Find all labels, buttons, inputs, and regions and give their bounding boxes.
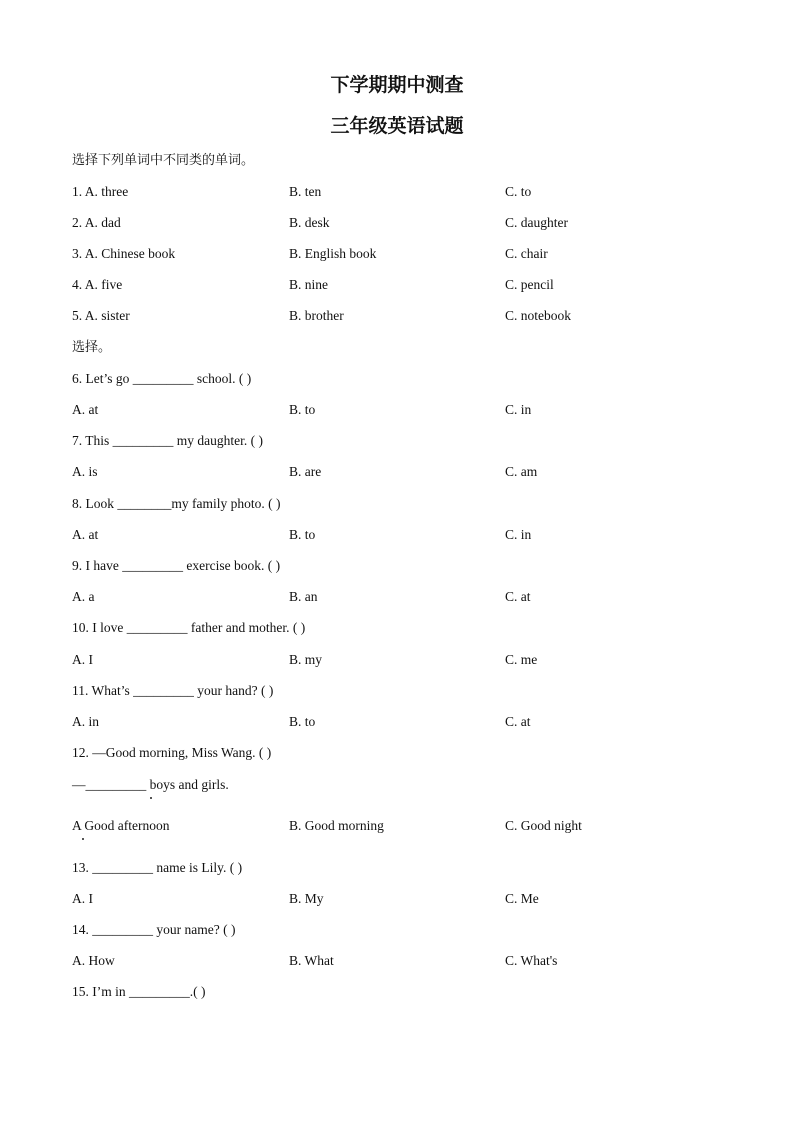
option-b: B. brother [289,308,344,323]
question-8-options [72,525,752,545]
option-b: B. desk [289,215,330,230]
question-13-stem: 13. _________ name is Lily. ( ) [72,860,243,875]
option-a: A Good afternoon [72,818,170,833]
option-c: C. chair [505,246,548,261]
option-c: C. am [505,464,538,479]
option-c: C. at [505,589,531,604]
option-c: C. Me [505,891,539,906]
question-5 [72,306,752,326]
question-15-stem: 15. I’m in _________.( ) [72,984,206,999]
option-c: C. me [505,652,538,667]
question-12-options [72,816,752,836]
option-a: 5. A. sister [72,308,130,323]
question-3 [72,244,752,264]
option-c: C. notebook [505,308,571,323]
section1-instruction: 选择下列单词中不同类的单词。 [72,153,255,168]
option-b: B. My [289,891,324,906]
option-a: 3. A. Chinese book [72,246,176,261]
option-c: C. daughter [505,215,568,230]
option-b: B. ten [289,184,322,199]
question-8-stem: 8. Look ________my family photo. ( ) [72,496,281,511]
option-a: A. at [72,527,99,542]
option-c: C. pencil [505,277,554,292]
question-12-stem: 12. —Good morning, Miss Wang. ( ) [72,745,272,760]
question-7-stem: 7. This _________ my daughter. ( ) [72,433,263,448]
option-c: C. What's [505,953,558,968]
question-12-reply: —_________ boys and girls. [72,777,229,792]
question-2 [72,213,752,233]
option-b: B. are [289,464,322,479]
option-c: C. to [505,184,532,199]
question-14-options [72,951,752,971]
option-b: B. English book [289,246,377,261]
question-9-options [72,587,752,607]
option-a: 2. A. dad [72,215,121,230]
question-6-options [72,400,752,420]
option-a: A. in [72,714,99,729]
option-b: B. to [289,402,316,417]
option-b: B. nine [289,277,328,292]
option-b: B. an [289,589,318,604]
option-c: C. in [505,527,532,542]
question-4 [72,275,752,295]
option-c: C. at [505,714,531,729]
question-11-options [72,712,752,732]
option-a: A. How [72,953,115,968]
option-a: A. I [72,891,93,906]
option-b: B. to [289,714,316,729]
option-b: B. my [289,652,323,667]
option-a: 1. A. three [72,184,129,199]
question-11-stem: 11. What’s _________ your hand? ( ) [72,683,274,698]
question-6-stem: 6. Let’s go _________ school. ( ) [72,371,252,386]
option-b: B. Good morning [289,818,384,833]
question-1 [72,182,752,202]
option-c: C. in [505,402,532,417]
option-b: B. to [289,527,316,542]
page-title: 下学期期中测查 [330,74,464,96]
stray-dot [82,838,84,840]
question-10-options [72,650,752,670]
option-a: A. I [72,652,93,667]
option-a: A. is [72,464,98,479]
question-10-stem: 10. I love _________ father and mother. ( ) [72,620,306,635]
section2-instruction: 选择。 [72,340,112,355]
option-a: A. at [72,402,99,417]
question-13-options [72,889,752,909]
question-14-stem: 14. _________ your name? ( ) [72,922,236,937]
question-9-stem: 9. I have _________ exercise book. ( ) [72,558,281,573]
option-a: A. a [72,589,95,604]
option-b: B. What [289,953,334,968]
option-c: C. Good night [505,818,582,833]
page-subtitle: 三年级英语试题 [330,115,464,137]
option-a: 4. A. five [72,277,123,292]
question-7-options [72,462,752,482]
stray-dot [150,797,152,799]
